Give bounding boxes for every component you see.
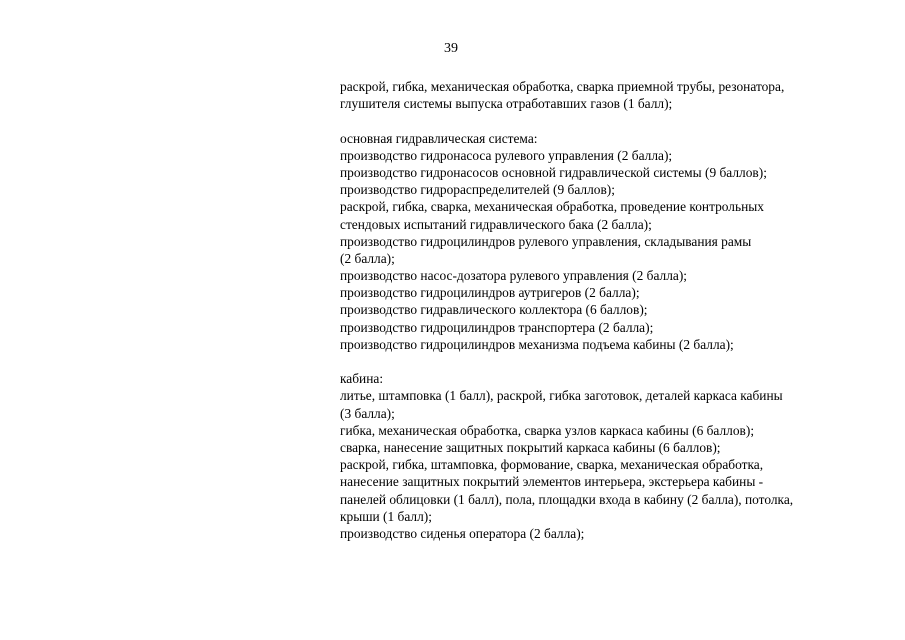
text-line: глушителя системы выпуска отработавших газов (1 балл); (340, 96, 673, 112)
text-line: производство насос-дозатора рулевого управления (2 балла); (340, 268, 688, 284)
text-line: раскрой, гибка, штамповка, формование, сварка, механическая обработка, (340, 457, 764, 473)
text-line: производство гидроцилиндров механизма подъема кабины (2 балла); (340, 336, 734, 352)
text-line: нанесение защитных покрытий элементов интерьера, экстерьера кабины - (340, 474, 764, 490)
text-line: производство гидронасоса рулевого управления (2 балла); (340, 147, 673, 163)
text-line: производство гидронасосов основной гидравлической системы (9 баллов); (340, 164, 767, 180)
text-line: производство гидроцилиндров рулевого управления, складывания рамы (340, 233, 752, 249)
text-line: производство гидроцилиндров аутригеров (2 балла); (340, 285, 640, 301)
text-line: литье, штамповка (1 балл), раскрой, гибка заготовок, деталей каркаса кабины (340, 388, 783, 404)
text-line: стендовых испытаний гидравлического бака (2 балла); (340, 216, 652, 232)
section-heading-cabin: кабина: (340, 371, 384, 387)
section-heading-hydraulics: основная гидравлическая система: (340, 130, 538, 146)
text-line: панелей облицовки (1 балл), пола, площадки входа в кабину (2 балла), потолка, (340, 491, 794, 507)
page-number: 39 (444, 41, 458, 56)
text-line: сварка, нанесение защитных покрытий каркаса кабины (6 баллов); (340, 439, 721, 455)
text-line: гибка, механическая обработка, сварка узлов каркаса кабины (6 баллов); (340, 422, 755, 438)
document-body (340, 78, 865, 542)
text-line: крыши (1 балл); (340, 508, 432, 524)
paragraph-gap (340, 112, 865, 129)
text-line: производство гидравлического коллектора (6 баллов); (340, 302, 648, 318)
text-line: раскрой, гибка, механическая обработка, сварка приемной трубы, резонатора, (340, 79, 785, 94)
text-line: производство гидрораспределителей (9 баллов); (340, 182, 615, 198)
text-line: производство сиденья оператора (2 балла); (340, 525, 585, 541)
text-line: раскрой, гибка, сварка, механическая обработка, проведение контрольных (340, 199, 764, 215)
text-line: производство гидроцилиндров транспортера (2 балла); (340, 319, 654, 335)
paragraph-gap (340, 353, 865, 370)
text-line: (2 балла); (340, 250, 395, 266)
text-line: (3 балла); (340, 405, 395, 421)
